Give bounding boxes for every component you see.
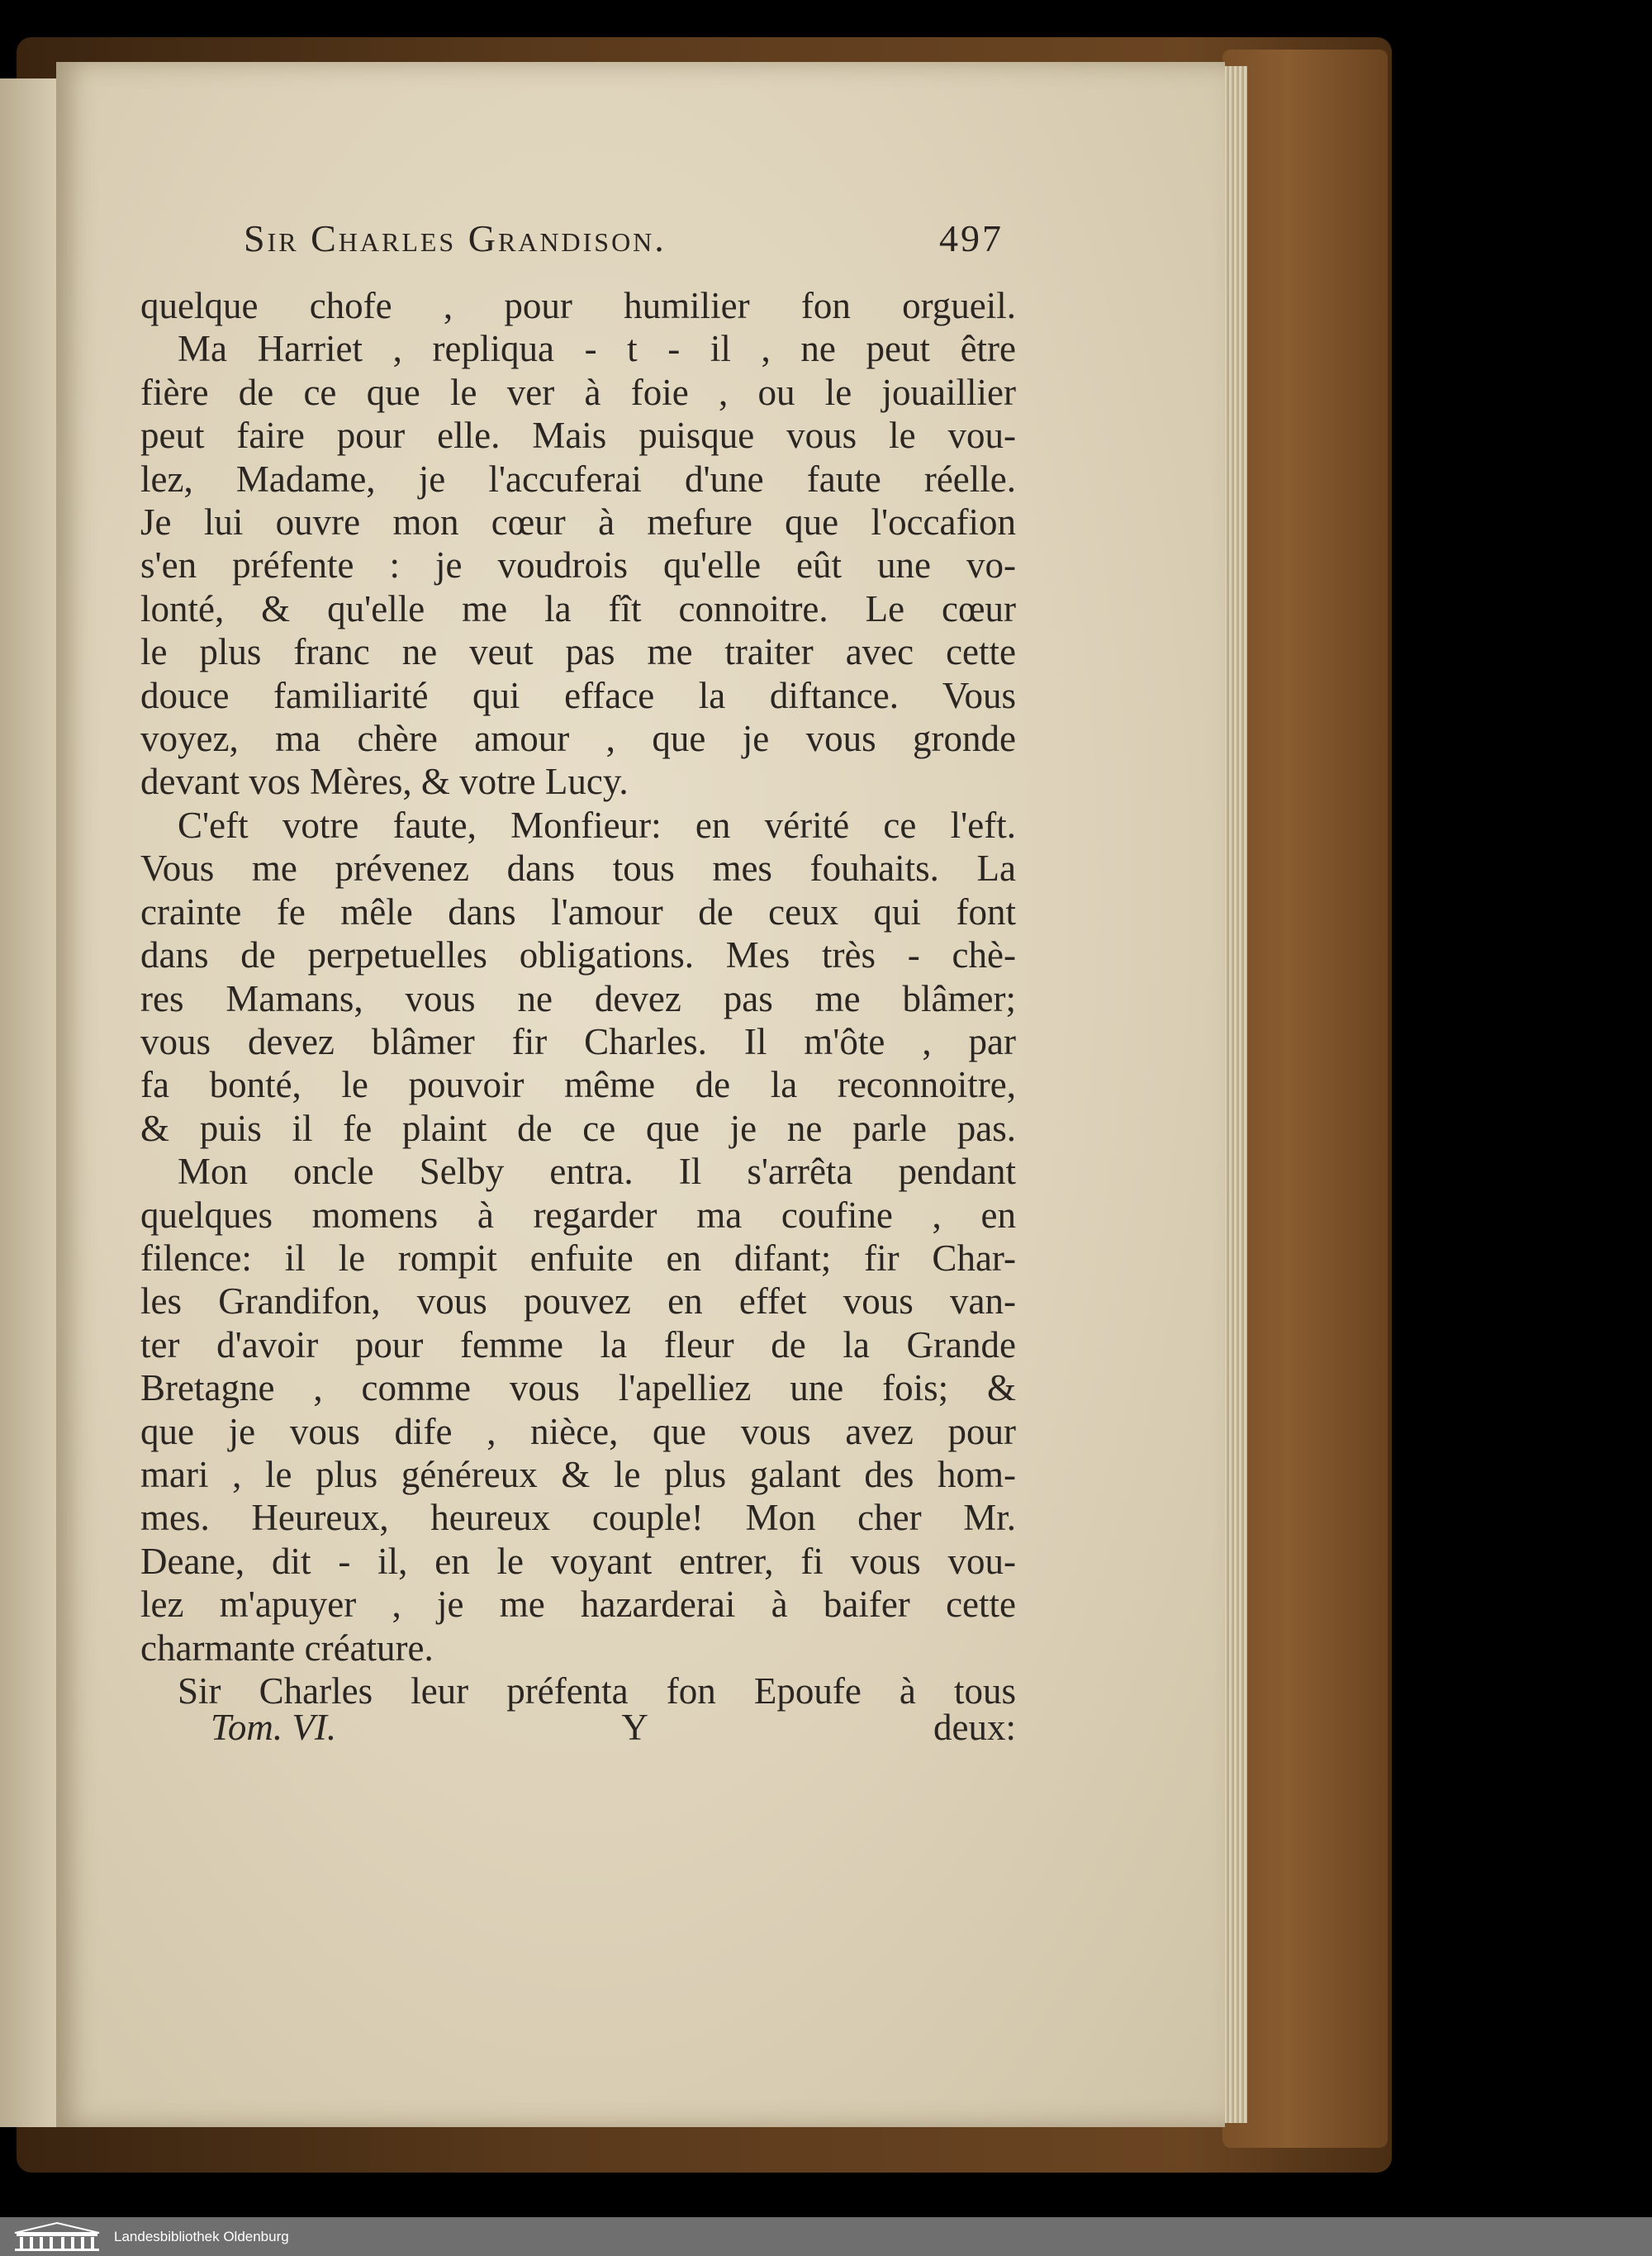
text-line: lez, Madame, je l'accuferai d'une faute réelle. [140, 458, 1016, 500]
running-head-title: Sir Charles Grandison. [244, 217, 667, 259]
signature-mark: Y [621, 1707, 648, 1748]
facing-page-edge [0, 78, 59, 2127]
text-line: mes. Heureux, heureux couple! Mon cher Mr. [140, 1497, 1016, 1539]
text-line: douce familiarité qui efface la diftance. Vous [140, 674, 1016, 716]
text-line: le plus franc ne veut pas me traiter avec cette [140, 631, 1016, 673]
text-line: & puis il fe plaint de ce que je ne parle pas. [140, 1107, 1016, 1149]
book-cover-edge [1222, 50, 1388, 2148]
volume-mark: Tom. VI. [211, 1707, 337, 1748]
text-line: vous devez blâmer fir Charles. Il m'ôte , par [140, 1020, 1016, 1062]
text-line: Sir Charles leur préfenta fon Epoufe à tous [178, 1670, 1016, 1712]
building-icon [8, 2220, 106, 2254]
text-line: quelque chofe , pour humilier fon orgueil. [140, 285, 1016, 326]
text-line: Deane, dit - il, en le voyant entrer, fi vous vou- [140, 1540, 1016, 1582]
text-line: crainte fe mêle dans l'amour de ceux qui font [140, 891, 1016, 933]
library-banner [0, 2217, 1652, 2256]
text-line: mari , le plus généreux & le plus galant des hom- [140, 1453, 1016, 1495]
page-number: 497 [939, 217, 1004, 259]
page-body-text [140, 284, 1016, 1712]
running-head [244, 216, 1004, 260]
text-line: Vous me prévenez dans tous mes fouhaits. La [140, 848, 1016, 890]
text-line: lonté, & qu'elle me la fît connoitre. Le cœur [140, 587, 1016, 629]
text-line: C'eft votre faute, Monfieur: en vérité ce l'eft. [178, 804, 1016, 846]
text-line: Mon oncle Selby entra. Il s'arrêta pendant [178, 1151, 1016, 1193]
text-line: ter d'avoir pour femme la fleur de la Grande [140, 1323, 1016, 1365]
text-line: que je vous dife , nièce, que vous avez pour [140, 1410, 1016, 1452]
text-line: les Grandifon, vous pouvez en effet vous van- [140, 1280, 1016, 1323]
text-line: lez m'apuyer , je me hazarderai à baifer cette [140, 1584, 1016, 1626]
text-line: filence: il le rompit enfuite en difant; fir Char- [140, 1237, 1016, 1279]
text-line: charmante créature. [140, 1627, 434, 1669]
text-line: fière de ce que le ver à foie , ou le jouaillier [140, 371, 1016, 413]
text-line: fa bonté, le pouvoir même de la reconnoitre, [140, 1064, 1016, 1106]
page-footer [211, 1706, 1016, 1749]
text-line: Ma Harriet , repliqua - t - il , ne peut être [178, 328, 1016, 370]
text-line: voyez, ma chère amour , que je vous gronde [140, 718, 1016, 760]
library-name: Landesbibliothek Oldenburg [114, 2228, 289, 2244]
text-line: res Mamans, vous ne devez pas me blâmer; [140, 977, 1016, 1019]
text-line: devant vos Mères, & votre Lucy. [140, 761, 629, 803]
text-line: dans de perpetuelles obligations. Mes très - chè- [140, 934, 1016, 976]
catchword: deux: [933, 1707, 1016, 1748]
text-line: Je lui ouvre mon cœur à mefure que l'occafion [140, 501, 1016, 544]
text-line: peut faire pour elle. Mais puisque vous le vou- [140, 415, 1016, 457]
text-line: quelques momens à regarder ma coufine , en [140, 1194, 1016, 1236]
text-line: Bretagne , comme vous l'apelliez une fois; & [140, 1367, 1016, 1409]
text-line: s'en préfente : je voudrois qu'elle eût une vo- [140, 544, 1016, 587]
